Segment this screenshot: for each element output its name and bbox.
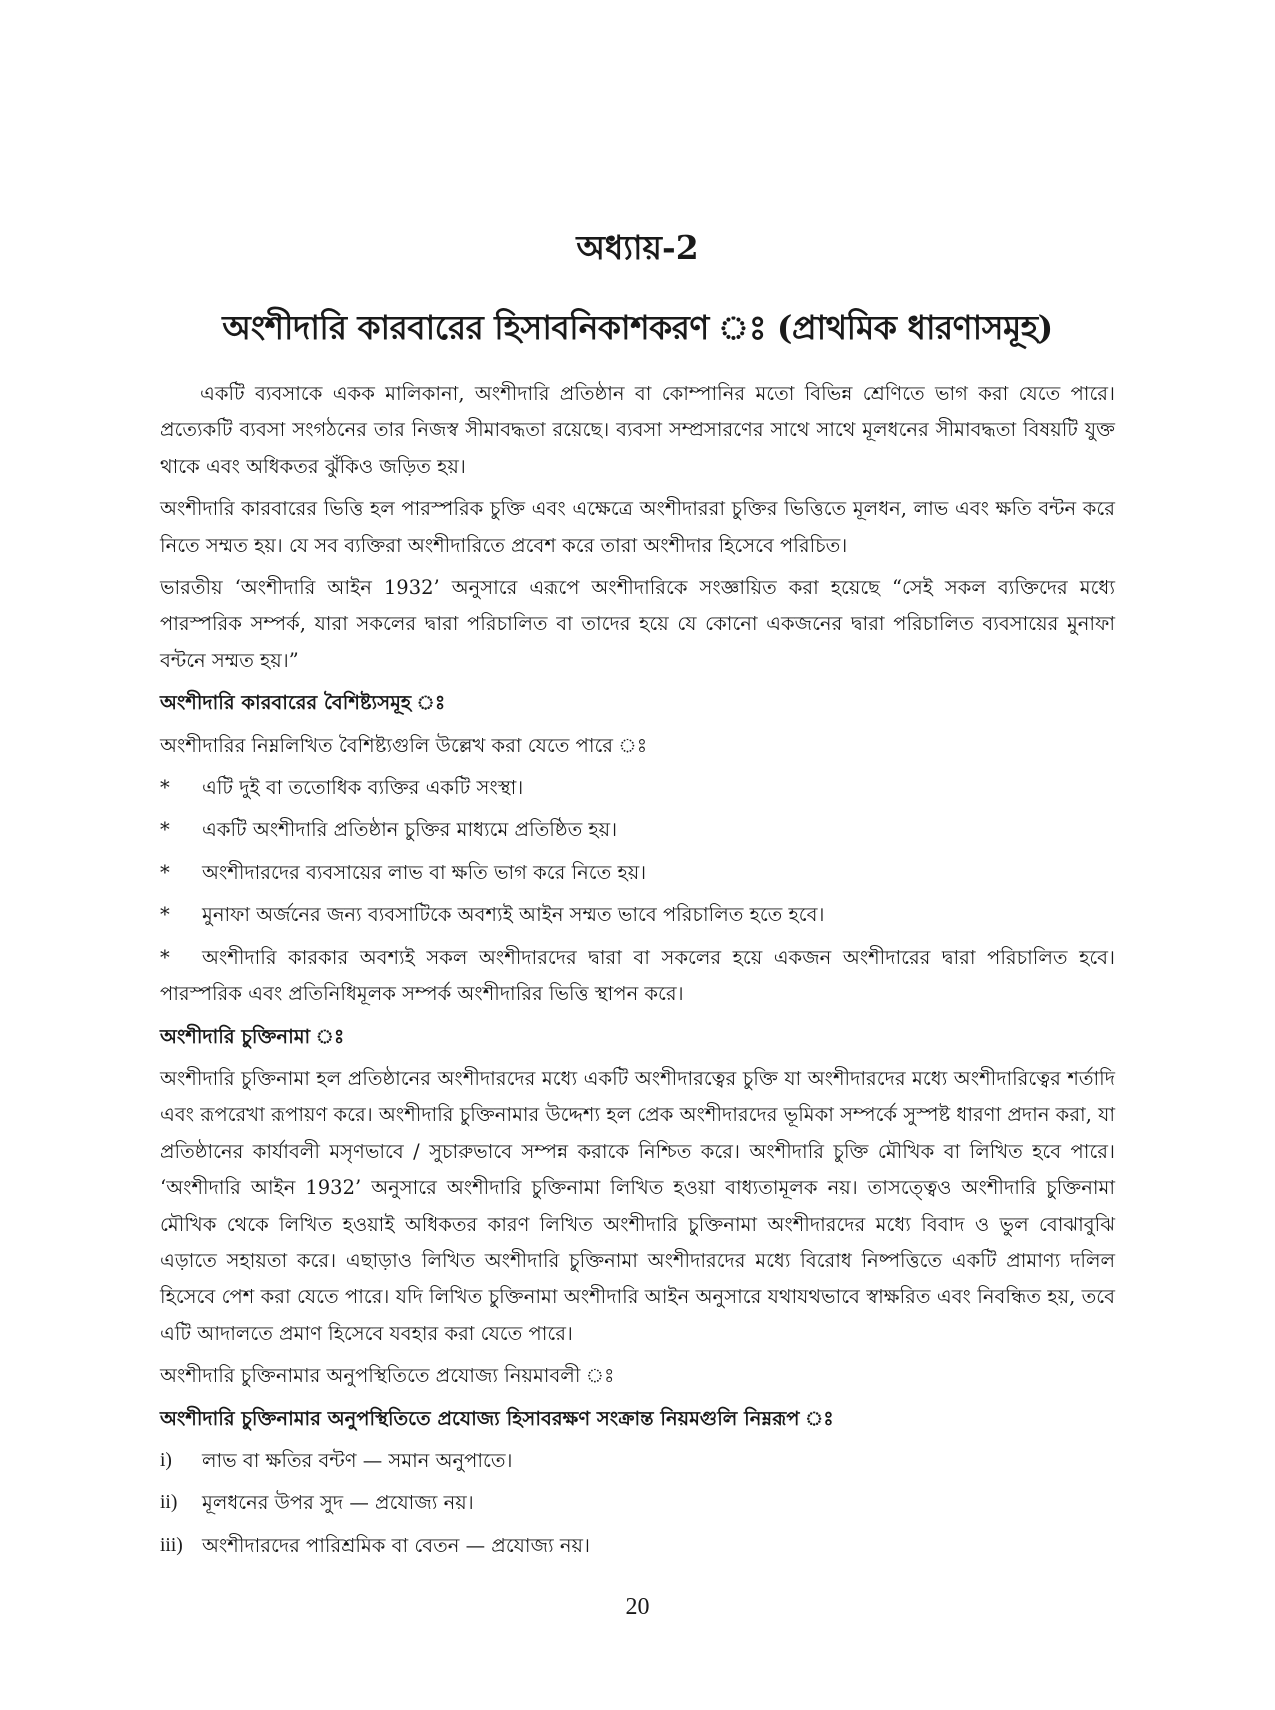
document-page <box>160 0 1115 1710</box>
feature-item <box>160 770 1115 806</box>
feature-item <box>160 855 1115 891</box>
page-number: 20 <box>625 1594 650 1620</box>
rules-intro: অংশীদারি চুক্তিনামার অনুপস্থিতিতে প্রযোজ্য নিয়মাবলী ঃ <box>160 1364 615 1388</box>
bullet-mark: * <box>160 776 170 800</box>
paragraph-definition: ভারতীয় ‘অংশীদারি আইন 1932’ অনুসারে এরূপে অংশীদারিকে সংজ্ঞায়িত করা হয়েছে “সেই সকল ব্যক্তিদের মধ্যে পারস্পরিক সম্পর্ক, যারা সকলের দ্বারা পরিচালিত বা তাদের হয়ে যে কোনো একজনের দ্বারা পরিচালিত ব্যবসায়ের মুনাফা বন্টনে সম্মত হয়।” <box>160 576 1115 672</box>
chapter-heading: অধ্যায়-2 <box>576 228 699 267</box>
feature-text: মুনাফা অর্জনের জন্য ব্যবসাটিকে অবশ্যই আইন সম্মত ভাবে পরিচালিত হতে হবে। <box>202 903 825 927</box>
feature-text: এটি দুই বা ততোধিক ব্যক্তির একটি সংস্থা। <box>202 776 524 800</box>
feature-item <box>160 940 1115 1013</box>
features-intro: অংশীদারির নিম্নলিখিত বৈশিষ্ট্যগুলি উল্লেখ করা যেতে পারে ঃ <box>160 733 648 757</box>
feature-item <box>160 897 1115 933</box>
deed-heading: অংশীদারি চুক্তিনামা ঃ <box>160 1024 345 1048</box>
feature-text: অংশীদারদের ব্যবসায়ের লাভ বা ক্ষতি ভাগ করে নিতে হয়। <box>202 860 647 884</box>
rule-number: iii) <box>160 1534 183 1556</box>
feature-item <box>160 812 1115 848</box>
rule-item <box>160 1485 1115 1521</box>
feature-text: একটি অংশীদারি প্রতিষ্ঠান চুক্তির মাধ্যমে প্রতিষ্ঠিত হয়। <box>202 818 618 842</box>
rules-heading: অংশীদারি চুক্তিনামার অনুপস্থিতিতে প্রযোজ্য হিসাবরক্ষণ সংক্রান্ত নিয়মগুলি নিম্নরূপ ঃ <box>160 1406 834 1430</box>
body-text <box>160 376 1115 1570</box>
feature-text: অংশীদারি কারকার অবশ্যই সকল অংশীদারদের দ্বারা বা সকলের হয়ে একজন অংশীদারের দ্বারা পরিচালিত হবে। পারস্পরিক এবং প্রতিনিধিমূলক সম্পর্ক অংশীদারির ভিত্তি স্থাপন করে। <box>160 945 1115 1006</box>
chapter-title: অংশীদারি কারবারের হিসাবনিকাশকরণ ঃ (প্রাথমিক ধারণাসমূহ) <box>222 308 1053 347</box>
rule-item <box>160 1528 1115 1564</box>
bullet-mark: * <box>160 945 170 969</box>
rule-text: মূলধনের উপর সুদ — প্রযোজ্য নয়। <box>202 1491 474 1515</box>
deed-paragraph: অংশীদারি চুক্তিনামা হল প্রতিষ্ঠানের অংশীদারদের মধ্যে একটি অংশীদারত্বের চুক্তি যা অংশীদারদের মধ্যে অংশীদারিত্বের শর্তাদি এবং রূপরেখা রূপায়ণ করে। অংশীদারি চুক্তিনামার উদ্দেশ্য হল প্রেক অংশীদারদের ভূমিকা সম্পর্কে সুস্পষ্ট ধারণা প্রদান করা, যা প্রতিষ্ঠানের কার্যাবলী মসৃণভাবে / সুচারুভাবে সম্পন্ন করাকে নিশ্চিত করে। অংশীদারি চুক্তি মৌখিক বা লিখিত হবে পারে। ‘অংশীদারি আইন 1932’ অনুসারে অংশীদারি চুক্তিনামা লিখিত হওয়া বাধ্যতামূলক নয়। তাসত্ত্বেও অংশীদারি চুক্তিনামা মৌখিক থেকে লিখিত হওয়াই অধিকতর কারণ লিখিত অংশীদারি চুক্তিনামা অংশীদারদের মধ্যে বিবাদ ও ভুল বোঝাবুঝি এড়াতে সহায়তা করে। এছাড়াও লিখিত অংশীদারি চুক্তিনামা অংশীদারদের মধ্যে বিরোধ নিষ্পত্তিতে একটি প্রামাণ্য দলিল হিসেবে পেশ করা যেতে পারে। যদি লিখিত চুক্তিনামা অংশীদারি আইন অনুসারে যথাযথভাবে স্বাক্ষরিত এবং নিবন্ধিত হয়, তবে এটি আদালতে প্রমাণ হিসেবে যবহার করা যেতে পারে। <box>160 1066 1115 1345</box>
bullet-mark: * <box>160 818 170 842</box>
rule-item <box>160 1443 1115 1479</box>
paragraph-intro: একটি ব্যবসাকে একক মালিকানা, অংশীদারি প্রতিষ্ঠান বা কোম্পানির মতো বিভিন্ন শ্রেণিতে ভাগ করা যেতে পারে। প্রত্যেকটি ব্যবসা সংগঠনের তার নিজস্ব সীমাবদ্ধতা রয়েছে। ব্যবসা সম্প্রসারণের সাথে সাথে মূলধনের সীমাবদ্ধতা বিষয়টি যুক্ত থাকে এবং অধিকতর ঝুঁকিও জড়িত হয়। <box>160 382 1115 478</box>
rule-text: অংশীদারদের পারিশ্রমিক বা বেতন — প্রযোজ্য নয়। <box>202 1533 590 1557</box>
paragraph-basis: অংশীদারি কারবারের ভিত্তি হল পারস্পরিক চুক্তি এবং এক্ষেত্রে অংশীদাররা চুক্তির ভিত্তিতে মূলধন, লাভ এবং ক্ষতি বন্টন করে নিতে সম্মত হয়। যে সব ব্যক্তিরা অংশীদারিতে প্রবেশ করে তারা অংশীদার হিসেবে পরিচিত। <box>160 497 1115 557</box>
bullet-mark: * <box>160 903 170 927</box>
rule-text: লাভ বা ক্ষতির বন্টণ — সমান অনুপাতে। <box>202 1448 513 1472</box>
rule-number: i) <box>160 1449 172 1471</box>
rule-number: ii) <box>160 1492 178 1514</box>
bullet-mark: * <box>160 860 170 884</box>
features-heading: অংশীদারি কারবারের বৈশিষ্ট্যসমূহ ঃ <box>160 691 446 715</box>
